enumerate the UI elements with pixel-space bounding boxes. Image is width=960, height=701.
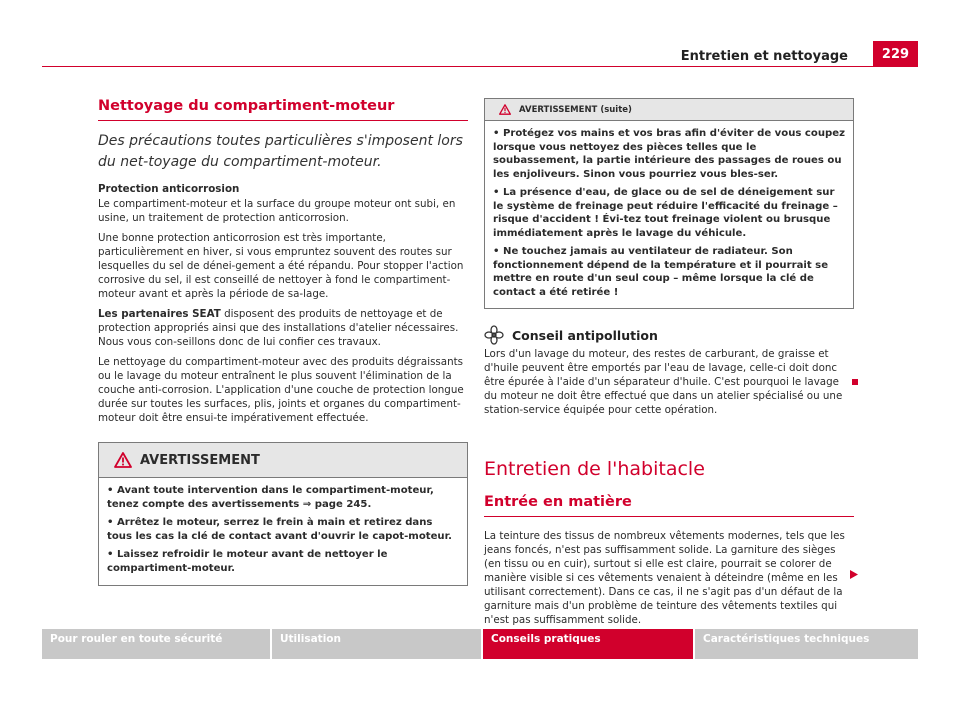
header-rule (42, 66, 918, 67)
warning-item: • Arrêtez le moteur, serrez le frein à main et retirez dans tous les cas la clé de contact avant d'ouvrir le capot-moteur. (107, 517, 452, 542)
continue-arrow-icon (850, 564, 858, 583)
warning-item: • La présence d'eau, de glace ou de sel de déneigement sur le système de freinage peut réduire l'efficacité du freinage – risque d'accident ! Évi-tez tout freinage violent ou brusque immédiatement après le lavage du véhicule. (493, 187, 838, 239)
warning-item: • Avant toute intervention dans le compartiment-moteur, tenez compte des avertissements ⇒ page 245. (107, 485, 434, 510)
left-column (98, 98, 468, 586)
warning-item-text: Avant toute intervention dans le compartiment-moteur, tenez compte des avertissements ⇒ page 245. (107, 485, 434, 510)
eco-tip-body: Lors d'un lavage du moteur, des restes de carburant, de graisse et d'huile peuvent être emportés par l'eau de lavage, celle-ci doit donc être épurée à l'aide d'un séparateur d'huile. C'est pourquoi le lavage du moteur ne doit être effectué que dans un atelier spécialisé ou une station-service équipée pour cette opération. (484, 348, 843, 416)
footer-tab-label: Caractéristiques techniques (703, 633, 870, 645)
warning-triangle-icon (114, 452, 132, 468)
warning-item-text: Protégez vos mains et vos bras afin d'éviter de vous coupez lorsque vous nettoyez des pièces telles que le soubassement, la partie intérieure des passages de roues ou les enjoliveurs. Sinon vous pourriez vous bles-ser. (493, 128, 845, 180)
warning-box (98, 442, 468, 586)
warning-item-text: Ne touchez jamais au ventilateur de radiateur. Son fonctionnement dépend de la température et il pourrait se mettre en route d'un seul coup – même lorsque la clé de contact a été retirée ! (493, 246, 829, 298)
eco-tip-text (484, 347, 854, 417)
warning-title: AVERTISSEMENT (140, 452, 260, 468)
eco-tip-heading (484, 325, 854, 345)
paragraph: Une bonne protection anticorrosion est très importante, particulièrement en hiver, si vous empruntez souvent des routes sur lesquelles du sel de dénei-gement a été répandu. Pour stopper l'action corrosive du sel, il est conseillé de nettoyer à fond le compartiment-moteur avant et après la période de sa-lage. (98, 232, 464, 300)
eco-tip-title: Conseil antipollution (512, 327, 658, 343)
lead-paragraph: Des précautions toutes particulières s'imposent lors du net-toyage du compartiment-moteur. (98, 133, 463, 170)
seat-partners-bold: Les partenaires SEAT (98, 308, 221, 320)
paragraph (98, 307, 468, 349)
right-column (484, 98, 854, 633)
warning-continued-title: AVERTISSEMENT (suite) (519, 104, 632, 115)
warning-header (99, 443, 467, 478)
footer-tab-technical-specs[interactable] (695, 629, 918, 659)
warning-item: • Ne touchez jamais au ventilateur de radiateur. Son fonctionnement dépend de la température et il pourrait se mettre en route d'un seul coup – même lorsque la clé de contact a été retirée ! (493, 246, 829, 298)
paragraph: Le compartiment-moteur et la surface du groupe moteur ont subi, en usine, un traitement de protection anticorrosion. (98, 198, 456, 224)
subheading-corrosion: Protection anticorrosion (98, 183, 240, 195)
footer-tab-usage[interactable] (272, 629, 481, 659)
eco-flower-icon (484, 325, 504, 345)
warning-continued-header (485, 99, 853, 121)
warning-triangle-icon (499, 104, 511, 115)
footer-tab-label: Conseils pratiques (491, 633, 601, 645)
warning-body (99, 478, 467, 585)
warning-item: • Protégez vos mains et vos bras afin d'éviter de vous coupez lorsque vous nettoyez des pièces telles que le soubassement, la partie intérieure des passages de roues ou les enjoliveurs. Sinon vous pourriez vous bles-ser. (493, 128, 845, 180)
section-title-engine-cleaning: Nettoyage du compartiment-moteur (98, 98, 468, 121)
footer-tab-safety[interactable] (42, 629, 270, 659)
warning-item-text: Laissez refroidir le moteur avant de nettoyer le compartiment-moteur. (107, 549, 388, 574)
paragraph-text: disposent des produits de nettoyage et de protection appropriés ainsi que des installations d'atelier nécessaires. Nous vous con-seillons donc de lui confier ces travaux. (98, 308, 459, 348)
warning-continued-body (485, 121, 853, 308)
paragraph: La teinture des tissus de nombreux vêtements modernes, tels que les jeans foncés, n'est pas suffisamment solide. La garniture des sièges (en tissu ou en cuir), surtout si elle est claire, pourrait se colorer de manière visible si ces vêtements venaient à déteindre (même en les utilisant correctement). Dans ce cas, il ne s'agit pas d'un défaut de la garniture mais d'un problème de teinture des vêtements textiles qui n'est pas suffisamment solide. (484, 530, 845, 626)
footer-tab-label: Pour rouler en toute sécurité (50, 633, 223, 645)
section-title-introduction: Entrée en matière (484, 494, 854, 517)
page-number: 229 (873, 41, 918, 67)
paragraph: Le nettoyage du compartiment-moteur avec des produits dégraissants ou le lavage du moteur entraînent le plus souvent l'élimination de la couche anti-corrosion. L'application d'une couche de protection longue durée sur toutes les surfaces, plis, joints et organes du compartiment-moteur doit être ensui-te impérativement effectuée. (98, 356, 464, 424)
warning-continued-box (484, 98, 854, 309)
warning-item-text: La présence d'eau, de glace ou de sel de déneigement sur le système de freinage peut réduire l'efficacité du freinage – risque d'accident ! Évi-tez tout freinage violent ou brusque immédiatement après le lavage du véhicule. (493, 187, 838, 239)
end-of-section-mark (852, 370, 858, 389)
chapter-title: Entretien de l'habitacle (484, 458, 705, 480)
footer-tab-practical-tips[interactable] (483, 629, 693, 659)
warning-item-text: Arrêtez le moteur, serrez le frein à main et retirez dans tous les cas la clé de contact avant d'ouvrir le capot-moteur. (107, 517, 452, 542)
warning-item: • Laissez refroidir le moteur avant de nettoyer le compartiment-moteur. (107, 549, 388, 574)
footer-tab-label: Utilisation (280, 633, 341, 645)
running-header-title: Entretien et nettoyage (680, 49, 848, 64)
